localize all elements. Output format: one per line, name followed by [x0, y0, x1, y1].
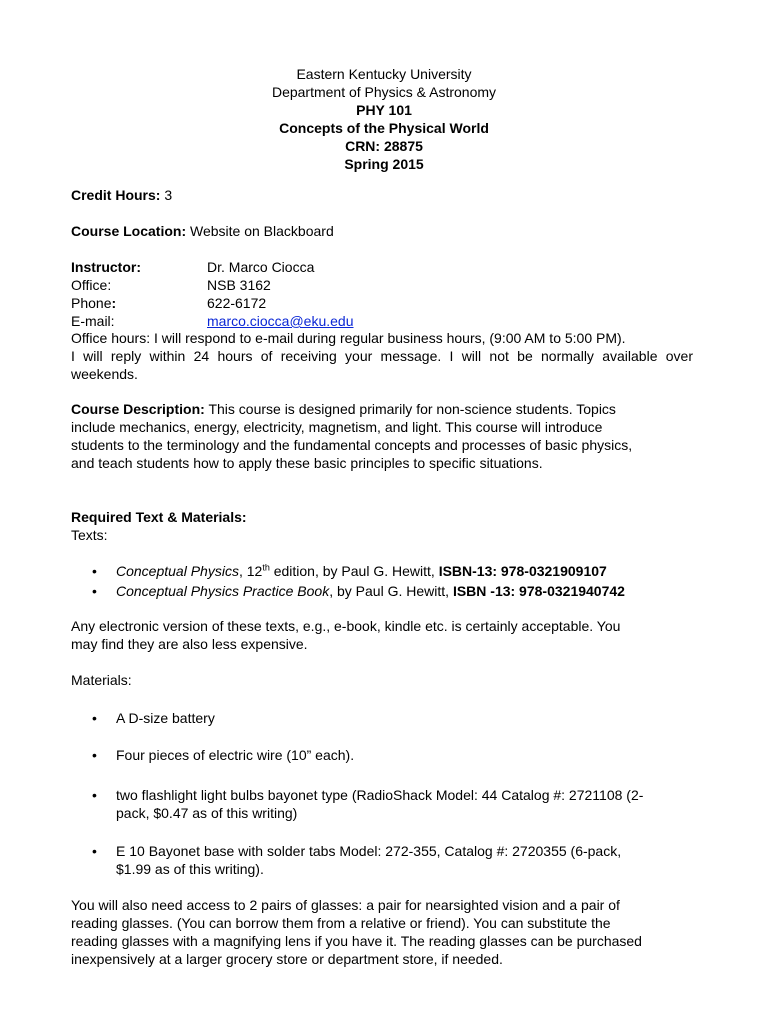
email-link[interactable]: marco.ciocca@eku.edu: [207, 313, 354, 329]
instructor-label: Instructor:: [71, 259, 141, 275]
phone-label-colon: :: [111, 295, 117, 311]
textbook-item-2: [116, 582, 625, 600]
electronic-note-line2: may find they are also less expensive.: [71, 636, 308, 652]
glasses-note-line3: reading glasses with a magnifying lens if you have it. The reading glasses can be purchased: [71, 933, 642, 949]
course-description-text1: This course is designed primarily for non-science students. Topics: [204, 401, 616, 417]
textbook-edition-pre: , 12: [238, 563, 263, 579]
course-description-line3: students to the terminology and the fundamental concepts and processes of basic physics,: [71, 437, 633, 453]
course-description-line2: include mechanics, energy, electricity, magnetism, and light. This course will introduce: [71, 419, 603, 435]
glasses-note-line1: You will also need access to 2 pairs of glasses: a pair for nearsighted vision and a pair of: [71, 897, 620, 913]
office-hours-text: Office hours: I will respond to e-mail during regular business hours, (9:00 AM to 5:00 PM).: [71, 330, 626, 346]
course-title: Concepts of the Physical World: [279, 120, 489, 136]
bullet-marker: •: [92, 787, 97, 803]
textbook-title-1: Conceptual Physics: [116, 563, 239, 579]
glasses-note-line2: reading glasses. (You can borrow them from a relative or friend). You can substitute the: [71, 915, 611, 931]
glasses-note-line4: inexpensively at a larger grocery store or department store, if needed.: [71, 951, 503, 967]
phone-label-text: Phone: [71, 295, 112, 311]
credit-hours-label: Credit Hours:: [71, 187, 161, 203]
textbook-isbn-1: ISBN-13: 978-0321909107: [438, 563, 607, 579]
material-item-3-line2: pack, $0.47 as of this writing): [116, 805, 298, 821]
textbook-author-2: , by Paul G. Hewitt,: [329, 583, 453, 599]
material-item-3-line1: two flashlight light bulbs bayonet type (RadioShack Model: 44 Catalog #: 2721108 (2-: [116, 787, 644, 803]
reply-text-line2: weekends.: [71, 366, 138, 382]
material-item-2: Four pieces of electric wire (10” each).: [116, 747, 355, 763]
material-item-4-line2: $1.99 as of this writing).: [116, 861, 264, 877]
course-description-line4: and teach students how to apply these basic principles to specific situations.: [71, 455, 543, 471]
textbook-isbn-2: ISBN -13: 978-0321940742: [452, 583, 625, 599]
phone-value: 622-6172: [207, 295, 267, 311]
bullet-marker: •: [92, 747, 97, 763]
bullet-marker: •: [92, 583, 97, 599]
university-name: Eastern Kentucky University: [296, 66, 472, 82]
bullet-marker: •: [92, 843, 97, 859]
reply-text-line1: I will reply within 24 hours of receiving your message. I will not be normally available over: [71, 348, 693, 364]
textbook-title-2: Conceptual Physics Practice Book: [116, 583, 330, 599]
course-location: [71, 222, 334, 240]
credit-hours-value: 3: [160, 187, 173, 203]
electronic-note-line1: Any electronic version of these texts, e.g., e-book, kindle etc. is certainly acceptable. You: [71, 618, 621, 634]
department-name: Department of Physics & Astronomy: [271, 84, 497, 100]
materials-label: Materials:: [71, 672, 132, 688]
course-crn: CRN: 28875: [345, 138, 423, 154]
instructor-name: Dr. Marco Ciocca: [207, 259, 315, 275]
texts-label: Texts:: [71, 527, 108, 543]
course-term: Spring 2015: [344, 156, 424, 172]
bullet-marker: •: [92, 563, 97, 579]
course-location-label: Course Location:: [71, 223, 187, 239]
textbook-edition-sup: th: [262, 562, 270, 573]
course-description-line1: [71, 400, 616, 418]
email-label: E-mail:: [71, 313, 115, 329]
textbook-item-1: [116, 562, 607, 580]
office-value: NSB 3162: [207, 277, 271, 293]
office-label: Office:: [71, 277, 112, 293]
credit-hours: [71, 186, 172, 204]
material-item-1: A D-size battery: [116, 710, 215, 726]
textbook-edition-post: edition, by Paul G. Hewitt,: [269, 563, 439, 579]
material-item-4-line1: E 10 Bayonet base with solder tabs Model: 272-355, Catalog #: 2720355 (6-pack,: [116, 843, 622, 859]
bullet-marker: •: [92, 710, 97, 726]
course-description-label: Course Description:: [71, 401, 205, 417]
course-location-value: Website on Blackboard: [186, 223, 334, 239]
phone-label: [71, 294, 116, 312]
required-materials-heading: Required Text & Materials:: [71, 509, 247, 525]
course-code: PHY 101: [356, 102, 412, 118]
